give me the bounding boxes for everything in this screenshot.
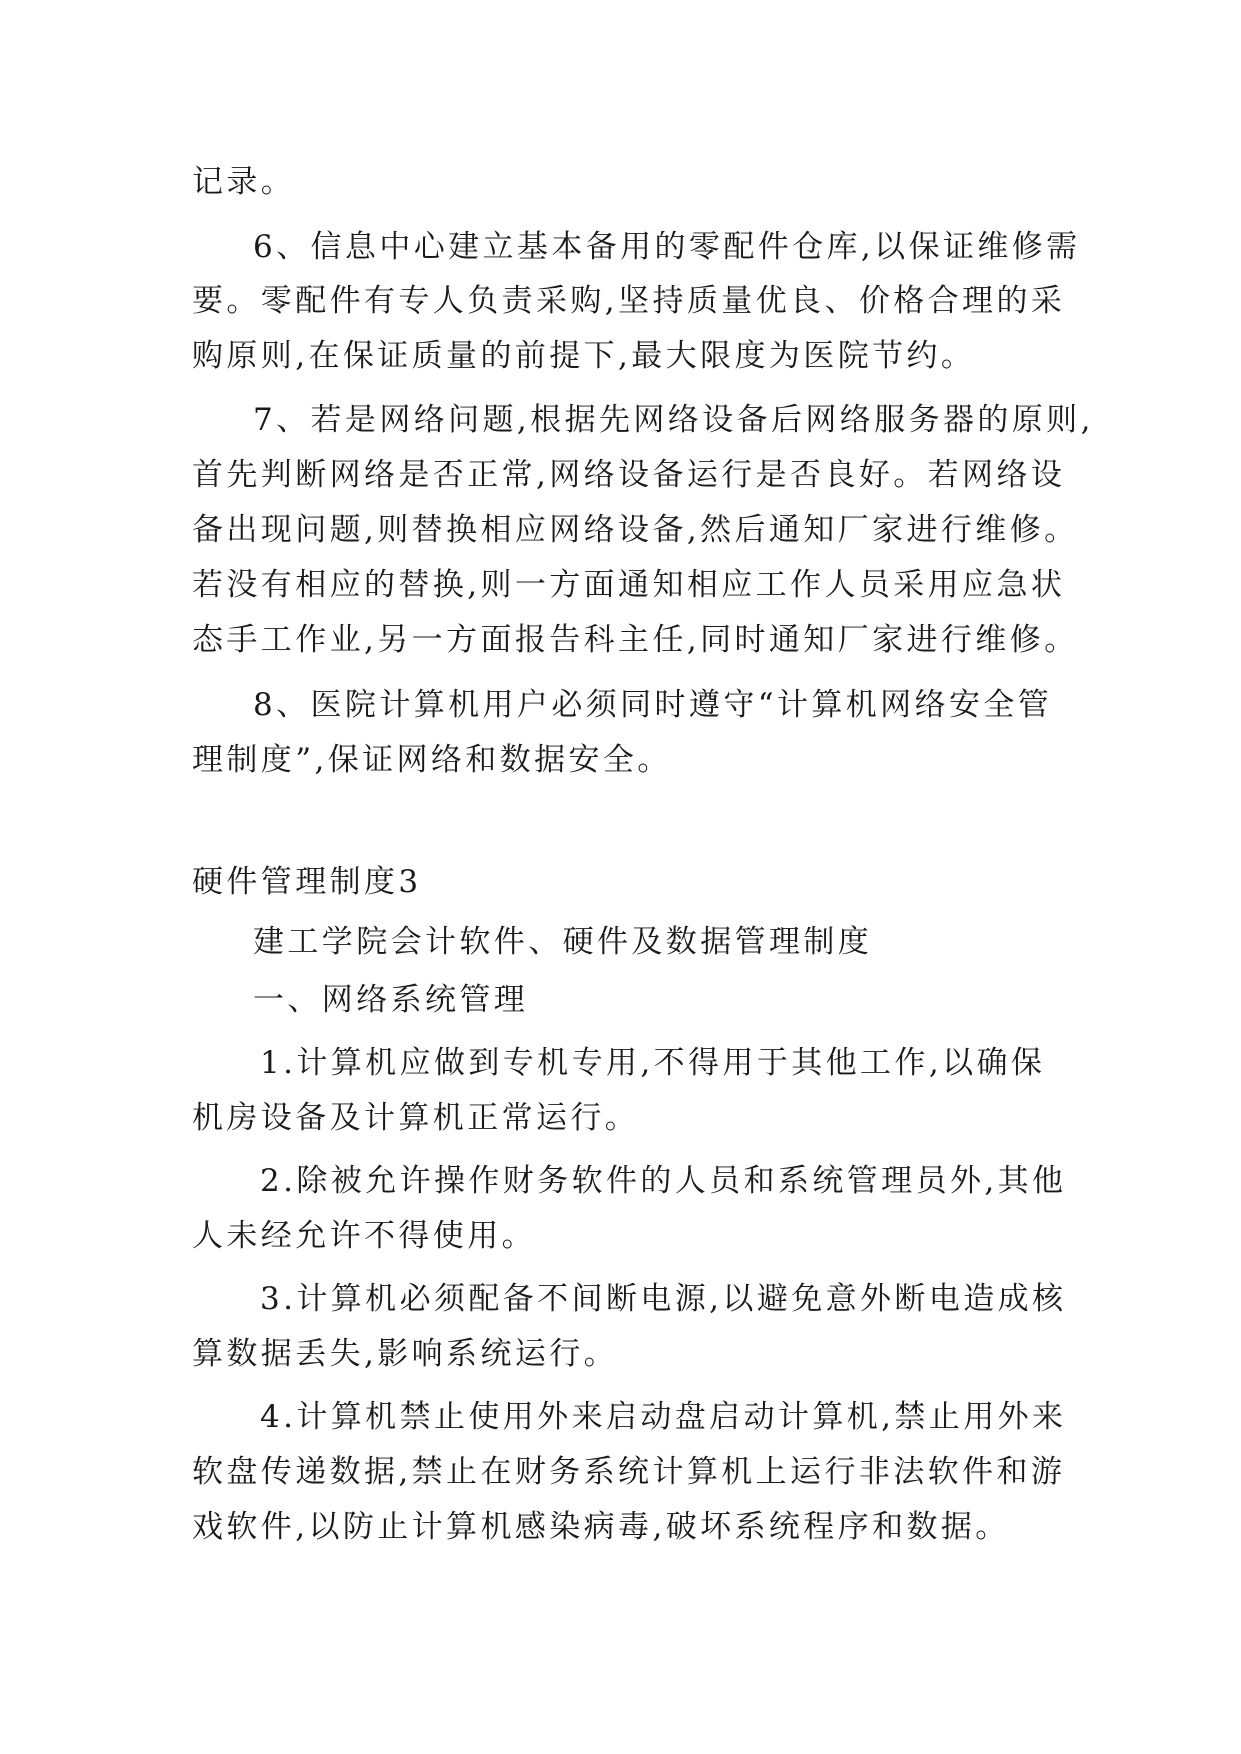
text-line: 4.计算机禁止使用外来启动盘启动计算机,禁止用外来 xyxy=(260,1399,1067,1435)
text-line: 备出现问题,则替换相应网络设备,然后通知厂家进行维修。 xyxy=(192,512,1079,548)
text-line: 算数据丢失,影响系统运行。 xyxy=(192,1336,619,1372)
text-line: 软盘传递数据,禁止在财务系统计算机上运行非法软件和游 xyxy=(192,1454,1066,1490)
text-line: 人未经允许不得使用。 xyxy=(192,1218,536,1254)
text-line: 2.除被允许操作财务软件的人员和系统管理员外,其他 xyxy=(260,1163,1067,1199)
text-line: 若没有相应的替换,则一方面通知相应工作人员采用应急状 xyxy=(192,567,1066,603)
text-line: 购原则,在保证质量的前提下,最大限度为医院节约。 xyxy=(192,338,976,374)
text-line: 要。零配件有专人负责采购,坚持质量优良、价格合理的采 xyxy=(192,283,1066,319)
text-line: 机房设备及计算机正常运行。 xyxy=(192,1100,640,1136)
text-line: 3.计算机必须配备不间断电源,以避免意外断电造成核 xyxy=(260,1281,1067,1317)
document-title: 建工学院会计软件、硬件及数据管理制度 xyxy=(253,924,873,960)
text-line: 1.计算机应做到专机专用,不得用于其他工作,以确保 xyxy=(260,1045,1046,1081)
text-line: 7、若是网络问题,根据先网络设备后网络服务器的原则, xyxy=(253,402,1094,438)
text-line: 8、医院计算机用户必须同时遵守“计算机网络安全管 xyxy=(253,687,1053,723)
text-line: 理制度”,保证网络和数据安全。 xyxy=(192,742,672,778)
text-line: 态手工作业,另一方面报告科主任,同时通知厂家进行维修。 xyxy=(192,622,1079,658)
text-line: 6、信息中心建立基本备用的零配件仓库,以保证维修需 xyxy=(253,229,1081,265)
subsection-heading: 一、网络系统管理 xyxy=(253,982,529,1018)
text-line: 记录。 xyxy=(192,164,296,200)
text-line: 首先判断网络是否正常,网络设备运行是否良好。若网络设 xyxy=(192,457,1066,493)
text-line: 戏软件,以防止计算机感染病毒,破坏系统程序和数据。 xyxy=(192,1509,1010,1545)
section-heading: 硬件管理制度3 xyxy=(192,864,422,900)
